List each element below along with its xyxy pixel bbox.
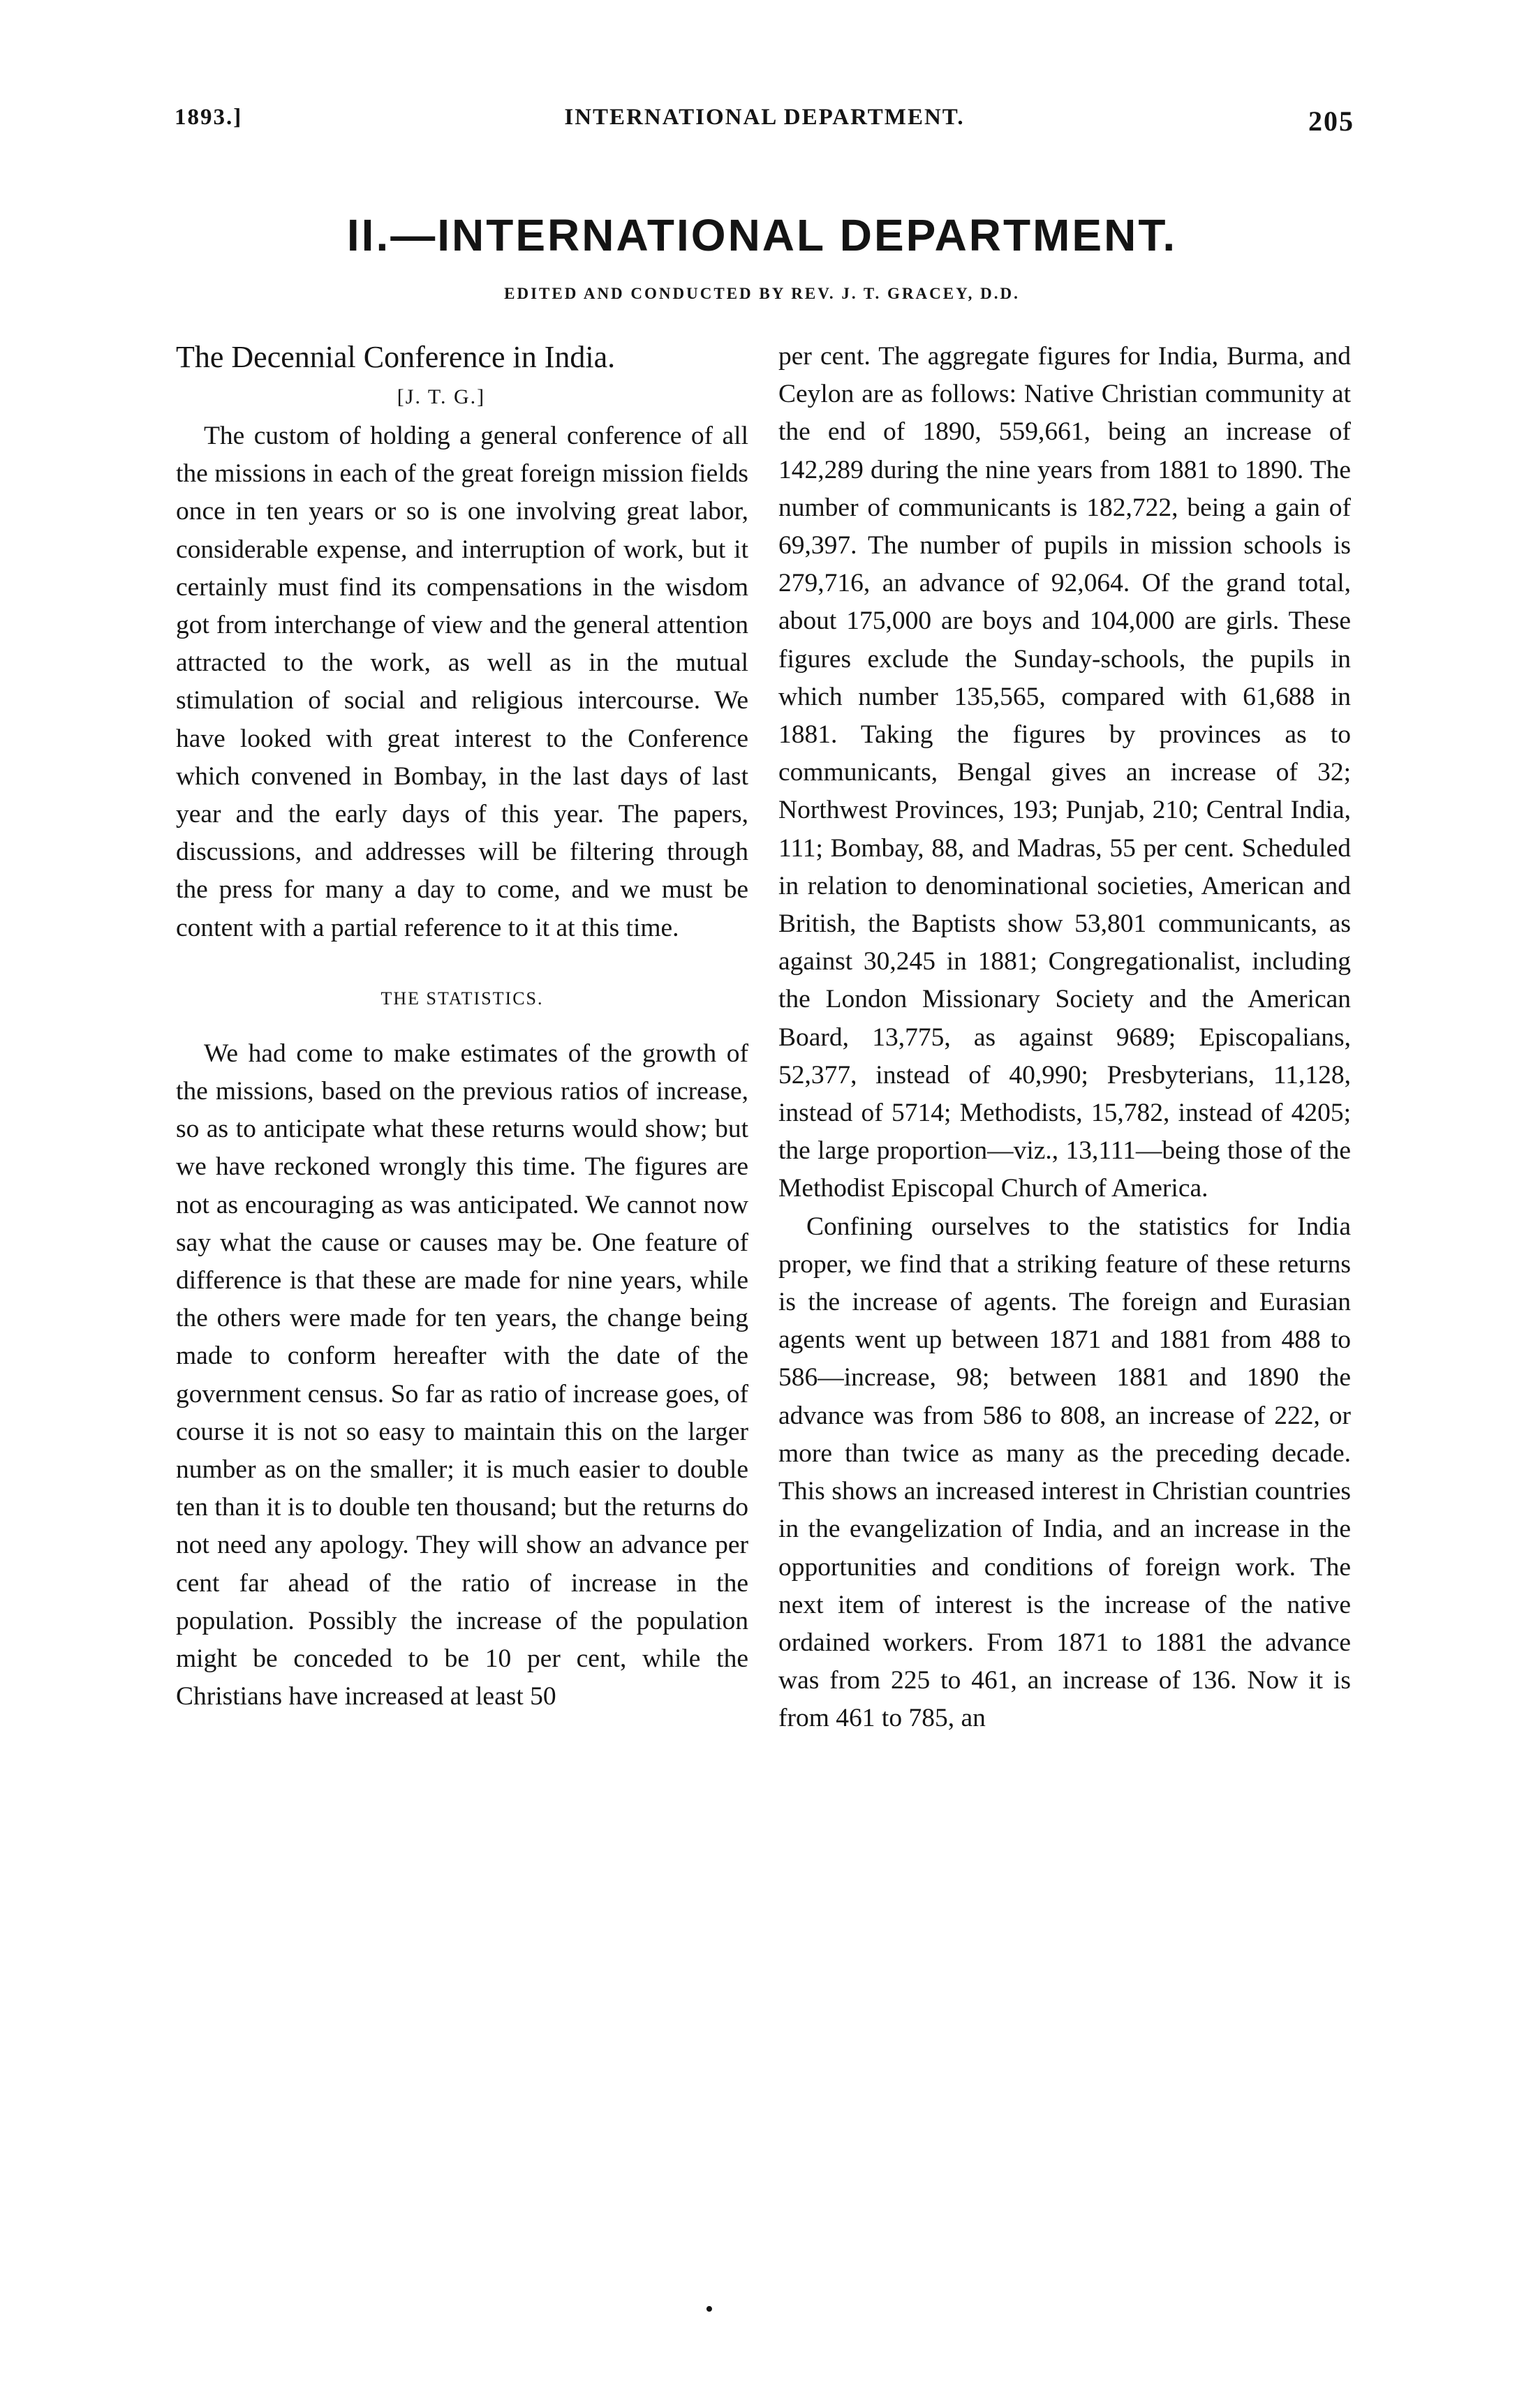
- right-column: [778, 338, 1351, 1738]
- running-head: [175, 105, 1354, 147]
- paragraph: The custom of holding a general conference of all the missions in each of the great foreign mission fields once in ten years or so is one involving great labor, considerable expense, and interruption of work, but it certainly must find its compensations in the wisdom got from interchange of view and the general attention attracted to the work, as well as in the mutual stimulation of social and religious intercourse. We have looked with great interest to the Conference which convened in Bombay, in the last days of last year and the early days of this year. The papers, discussions, and addresses will be filtering through the press for many a day to come, and we must be content with a partial reference to it at this time.: [176, 422, 748, 942]
- footer-mark: •: [705, 2296, 713, 2322]
- section-title: II.—INTERNATIONAL DEPARTMENT.: [346, 210, 1178, 260]
- editor-line: EDITED AND CONDUCTED BY REV. J. T. GRACEY, D.D.: [504, 285, 1020, 302]
- byline: [J. T. G.]: [397, 385, 486, 408]
- paragraph: We had come to make estimates of the growth of the missions, based on the previous ratios of increase, so as to anticipate what these returns would show; but we have reckoned wrongly this time. The figures are not as encouraging as was anticipated. We cannot now say what the cause or causes may be. One feature of difference is that these are made for nine years, while the others were made for ten years, the change being made to conform hereafter with the date of the government census. So far as ratio of increase goes, of course it is not so easy to maintain this on the larger number as on the smaller; it is much easier to double ten than it is to double ten thousand; but the returns do not need any apology. They will show an advance per cent far ahead of the ratio of increase in the population. Possibly the increase of the population might be conceded to be 10 per cent, while the Christians have increased at least 50: [176, 1039, 748, 1711]
- running-head-title: INTERNATIONAL DEPARTMENT.: [564, 105, 965, 130]
- article-title: The Decennial Conference in India.: [176, 340, 616, 374]
- page-number: 205: [1308, 105, 1354, 137]
- paragraph: Confining ourselves to the statistics for India proper, we find that a striking feature of these returns is the increase of agents. The foreign and Eurasian agents went up between 1871 and 1881 from 488 to 586—increase, 98; between 1881 and 1890 the advance was from 586 to 808, an increase of 222, or more than twice as many as the preceding decade. This shows an increased interest in Christian countries in the evangelization of India, and an increase in the opportunities and conditions of foreign work. The next item of interest is the increase of the native ordained workers. From 1871 to 1881 the advance was from 225 to 461, an increase of 136. Now it is from 461 to 785, an: [778, 1212, 1351, 1733]
- section-subhead: THE STATISTICS.: [380, 988, 544, 1009]
- running-head-year: 1893.]: [175, 105, 243, 130]
- left-column: [176, 338, 748, 1716]
- paragraph: per cent. The aggregate figures for India, Burma, and Ceylon are as follows: Native Christian community at the end of 1890, 559,661, being an increase of 142,289 during the nine years from 1881 to 1890. The number of communicants is 182,722, being a gain of 69,397. The number of pupils in mission schools is 279,716, an advance of 92,064. Of the grand total, about 175,000 are boys and 104,000 are girls. These figures exclude the Sunday-schools, the pupils in which number 135,565, compared with 61,688 in 1881. Taking the figures by provinces as to communicants, Bengal gives an increase of 32; Northwest Provinces, 193; Punjab, 210; Central India, 111; Bombay, 88, and Madras, 55 per cent. Scheduled in relation to denominational societies, American and British, the Baptists show 53,801 communicants, as against 30,245 in 1881; Congregationalist, including the London Missionary Society and the American Board, 13,775, as against 9689; Episcopalians, 52,377, instead of 40,990; Presbyterians, 11,128, instead of 5714; Methodists, 15,782, instead of 4205; the large proportion—viz., 13,111—being those of the Methodist Episcopal Church of America.: [778, 342, 1351, 1203]
